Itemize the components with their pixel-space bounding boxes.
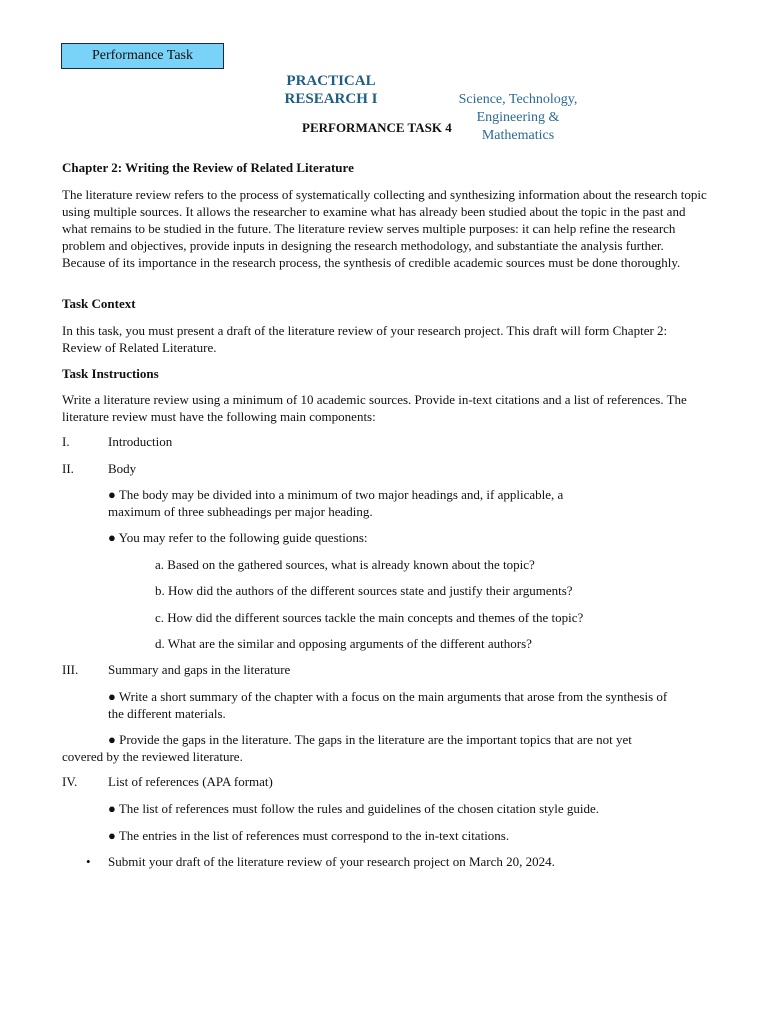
subject-title: PRACTICAL RESEARCH I	[284, 73, 378, 107]
body-bullet-guide: ● You may refer to the following guide questions:	[108, 530, 368, 545]
task-instructions-heading: Task Instructions	[62, 366, 159, 381]
guide-question-d: d. What are the similar and opposing arguments of the different authors?	[155, 636, 532, 651]
references-bullet-citations: ● The entries in the list of references must correspond to the in-text citations.	[108, 828, 510, 843]
guide-question-c: c. How did the different sources tackle the main concepts and themes of the topic?	[155, 610, 584, 625]
chapter-title: Chapter 2: Writing the Review of Related Literature	[62, 160, 354, 175]
component-label-references: List of references (APA format)	[108, 774, 273, 789]
gaps-bullet-tail: covered by the reviewed literature.	[62, 749, 243, 764]
body-bullet-headings: ● The body may be divided into a minimum of two major headings and, if applicable, a maximum of three subheadings per major heading.	[108, 487, 564, 519]
component-numeral-iii: III.	[62, 662, 79, 677]
component-numeral-ii: II.	[62, 461, 74, 476]
task-instructions-text: Write a literature review using a minimum of 10 academic sources. Provide in-text citations and a list of references. The literature review must have the following main components:	[62, 392, 687, 424]
component-label-summary: Summary and gaps in the literature	[108, 662, 291, 677]
task-context-heading: Task Context	[62, 296, 136, 311]
summary-bullet: ● Write a short summary of the chapter with a focus on the main arguments that arose from the synthesis of the different materials.	[108, 689, 668, 721]
gaps-bullet-lead: ● Provide the gaps in the literature. The gaps in the literature are the important topics that are not yet	[108, 732, 632, 747]
component-label-body: Body	[108, 461, 137, 476]
component-label-introduction: Introduction	[108, 434, 173, 449]
strand-label: Science, Technology, Engineering & Mathematics	[458, 92, 578, 143]
references-bullet-style: ● The list of references must follow the rules and guidelines of the chosen citation style guide.	[108, 801, 600, 816]
component-numeral-iv: IV.	[62, 774, 78, 789]
task-context-text: In this task, you must present a draft of the literature review of your research project. This draft will form Chapter 2: Review of Related Literature.	[62, 323, 668, 355]
guide-question-b: b. How did the authors of the different sources state and justify their arguments?	[155, 583, 573, 598]
submission-bullet-icon: •	[86, 854, 91, 869]
performance-task-badge: Performance Task	[61, 43, 224, 69]
intro-paragraph: The literature review refers to the process of systematically collecting and synthesizing information about the research topic using multiple sources. It allows the researcher to examine what has already been studied about the topic in the past and what remains to be studied in the future. The literature review serves multiple purposes: it can help refine the research problem and objectives, provide inputs in designing the research methodology, and substantiate the analysis further. Because of its importance in the research process, the synthesis of credible academic sources must be done thoroughly.	[62, 187, 707, 270]
guide-question-a: a. Based on the gathered sources, what is already known about the topic?	[155, 557, 535, 572]
submission-text: Submit your draft of the literature review of your research project on March 20, 2024.	[108, 854, 555, 869]
task-number: PERFORMANCE TASK 4	[302, 120, 452, 135]
component-numeral-i: I.	[62, 434, 70, 449]
